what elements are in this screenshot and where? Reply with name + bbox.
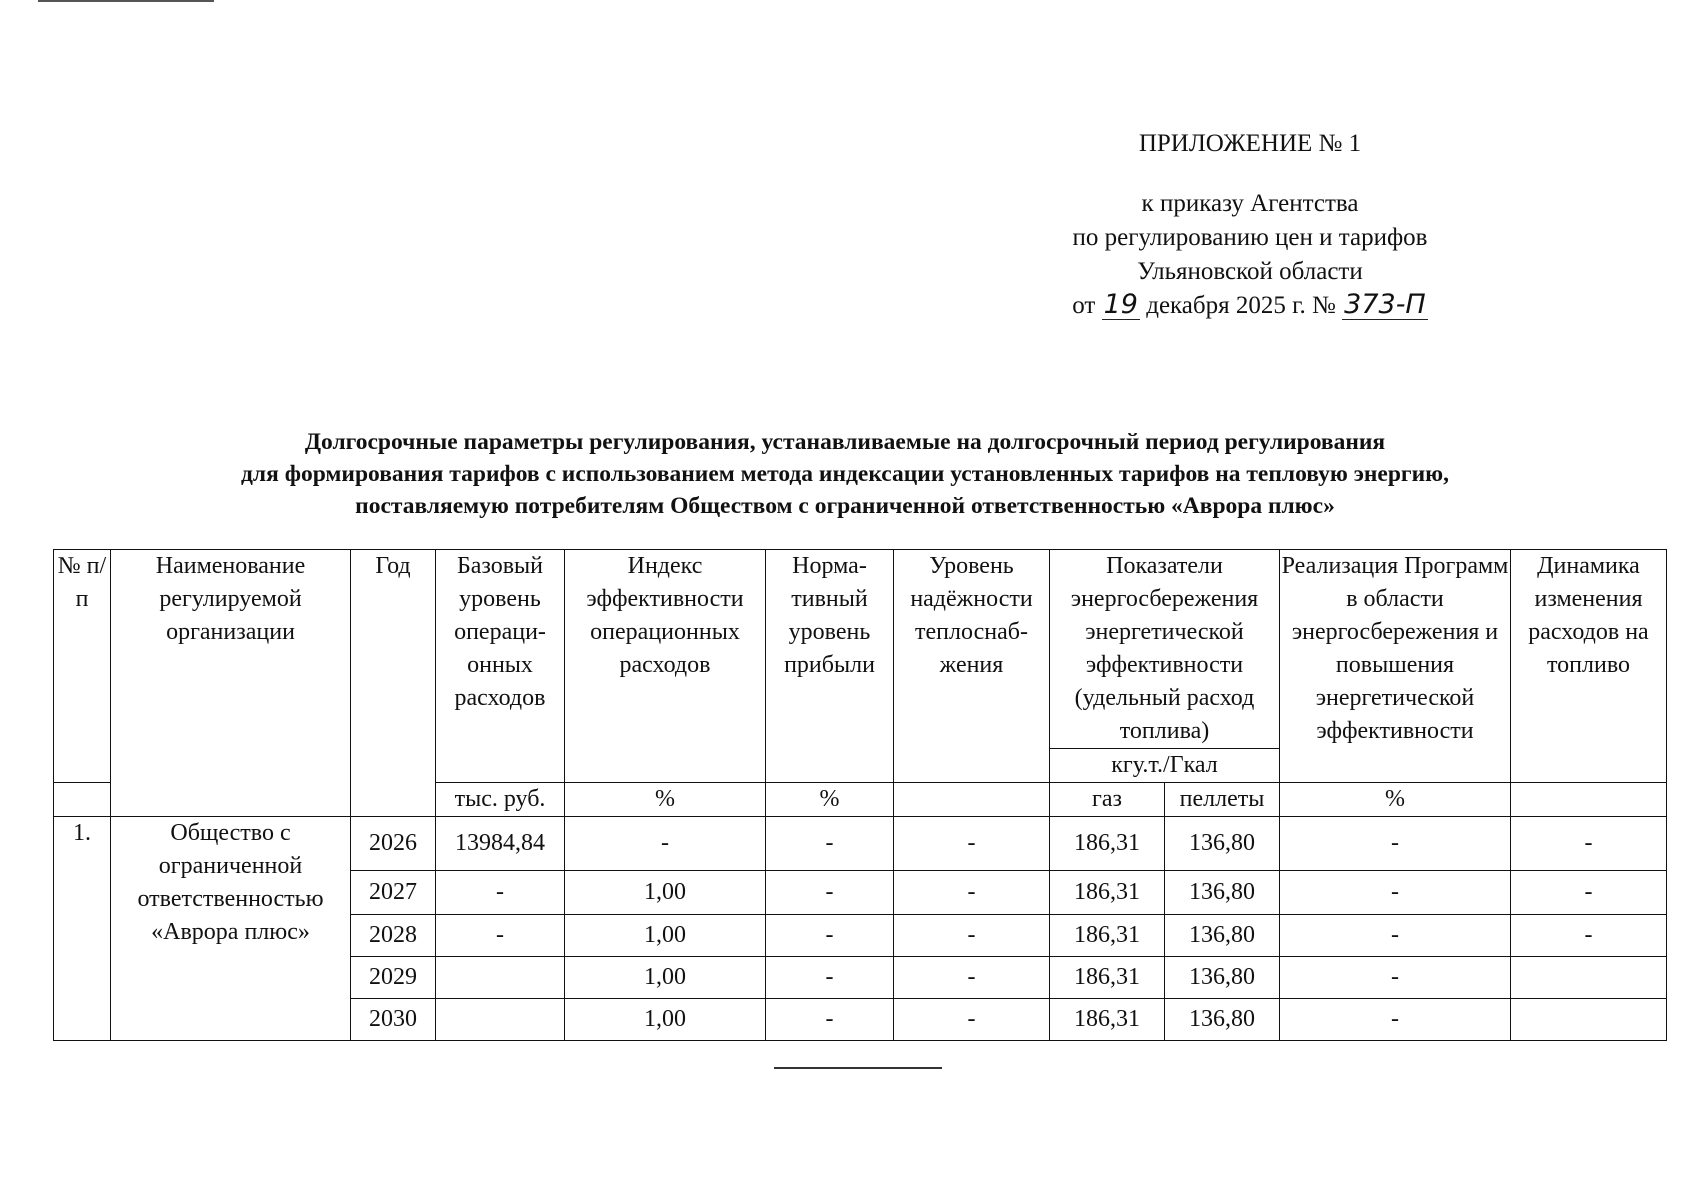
top-rule: [38, 0, 214, 2]
cell-fuel: -: [1511, 871, 1667, 915]
header-name: Наименование регулируемой организации: [111, 550, 351, 817]
cell-reliability: -: [894, 915, 1050, 957]
appendix-line-1: к приказу Агентства: [1141, 190, 1359, 217]
cell-index: -: [565, 817, 766, 871]
cell-programs: -: [1280, 817, 1511, 871]
handwritten-order-number: 373-П: [1344, 289, 1426, 320]
cell-profit: -: [766, 817, 894, 871]
unit-profit: %: [766, 783, 894, 817]
cell-programs: -: [1280, 957, 1511, 999]
cell-programs: -: [1280, 871, 1511, 915]
header-num: № п/п: [54, 550, 111, 783]
cell-reliability: -: [894, 871, 1050, 915]
cell-base: 13984,84: [436, 817, 565, 871]
header-energy-unit: кгу.т./Гкал: [1050, 749, 1280, 783]
cell-profit: -: [766, 871, 894, 915]
cell-pellets: 136,80: [1165, 817, 1280, 871]
header-programs: Реализация Программ в области энергосбережения и повышения энергетической эффективности: [1280, 550, 1511, 783]
cell-index: 1,00: [565, 915, 766, 957]
cell-fuel: -: [1511, 817, 1667, 871]
unit-pellets: пеллеты: [1165, 783, 1280, 817]
cell-reliability: -: [894, 957, 1050, 999]
unit-empty: [54, 783, 111, 817]
header-index: Индекс эффективности операционных расходов: [565, 550, 766, 783]
cell-fuel: -: [1511, 915, 1667, 957]
cell-base: [436, 999, 565, 1041]
cell-pellets: 136,80: [1165, 915, 1280, 957]
cell-year: 2026: [351, 817, 436, 871]
cell-programs: -: [1280, 915, 1511, 957]
appendix-line-2: по регулированию цен и тарифов: [1072, 224, 1428, 251]
cell-reliability: -: [894, 999, 1050, 1041]
cell-base: -: [436, 871, 565, 915]
cell-gas: 186,31: [1050, 957, 1165, 999]
document-title: [40, 426, 1650, 522]
cell-base: [436, 957, 565, 999]
cell-profit: -: [766, 915, 894, 957]
title-line-2: для формирования тарифов с использованием метода индексации установленных тарифов на тепловую энергию,: [241, 461, 1449, 487]
cell-index: 1,00: [565, 957, 766, 999]
header-energy: Показатели энергосбережения энергетической эффективности (удельный расход топлива): [1050, 550, 1280, 749]
appendix-line-3: Ульяновской области: [1137, 258, 1363, 285]
cell-year: 2030: [351, 999, 436, 1041]
header-profit: Норма-тивный уровень прибыли: [766, 550, 894, 783]
unit-index: %: [565, 783, 766, 817]
cell-index: 1,00: [565, 871, 766, 915]
title-line-1: Долгосрочные параметры регулирования, устанавливаемые на долгосрочный период регулирования: [304, 429, 1386, 455]
unit-reliability: [894, 783, 1050, 817]
cell-pellets: 136,80: [1165, 871, 1280, 915]
cell-year: 2028: [351, 915, 436, 957]
cell-fuel: [1511, 957, 1667, 999]
header-year: Год: [351, 550, 436, 817]
cell-year: 2029: [351, 957, 436, 999]
title-line-3: поставляемую потребителям Обществом с ограниченной ответственностью «Аврора плюс»: [355, 493, 1335, 519]
header-fuel: Динамика изменения расходов на топливо: [1511, 550, 1667, 783]
header-reliability: Уровень надёжности теплоснаб-жения: [894, 550, 1050, 783]
cell-gas: 186,31: [1050, 915, 1165, 957]
unit-programs: %: [1280, 783, 1511, 817]
cell-fuel: [1511, 999, 1667, 1041]
cell-gas: 186,31: [1050, 999, 1165, 1041]
org-name: Общество с ограниченной ответственностью «Аврора плюс»: [111, 817, 351, 1041]
cell-year: 2027: [351, 871, 436, 915]
header-base: Базовый уровень операци-онных расходов: [436, 550, 565, 783]
cell-gas: 186,31: [1050, 871, 1165, 915]
appendix-date-line: [1050, 289, 1450, 323]
cell-base: -: [436, 915, 565, 957]
bottom-rule: [774, 1067, 942, 1069]
cell-pellets: 136,80: [1165, 957, 1280, 999]
table-row: [54, 817, 1667, 871]
appendix-heading: ПРИЛОЖЕНИЕ № 1: [1138, 130, 1362, 157]
cell-programs: -: [1280, 999, 1511, 1041]
cell-profit: -: [766, 999, 894, 1041]
header-row: [54, 550, 1667, 749]
spacer: [1050, 161, 1450, 187]
org-num: 1.: [54, 817, 111, 1041]
cell-gas: 186,31: [1050, 817, 1165, 871]
cell-pellets: 136,80: [1165, 999, 1280, 1041]
date-prefix: от: [1072, 292, 1096, 319]
appendix-block: [1050, 127, 1450, 323]
handwritten-day: 19: [1103, 289, 1138, 320]
parameters-table: [53, 549, 1667, 1041]
cell-reliability: -: [894, 817, 1050, 871]
unit-fuel: [1511, 783, 1667, 817]
cell-index: 1,00: [565, 999, 766, 1041]
cell-profit: -: [766, 957, 894, 999]
unit-base: тыс. руб.: [436, 783, 565, 817]
unit-gas: газ: [1050, 783, 1165, 817]
date-middle: декабря 2025 г. №: [1146, 292, 1336, 319]
